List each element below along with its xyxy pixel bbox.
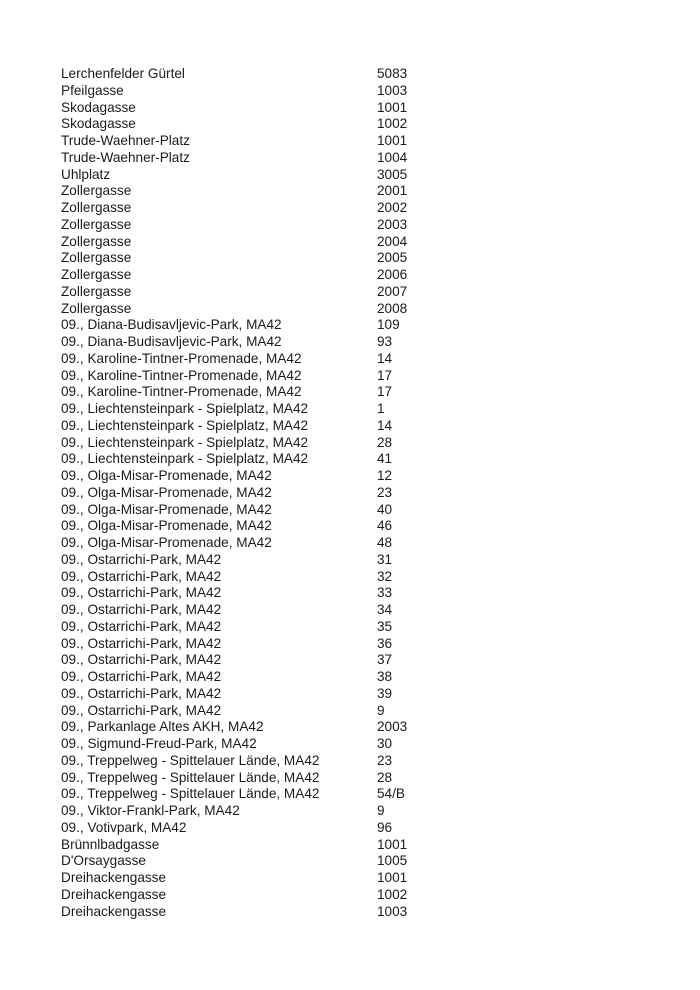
street-name-cell: 09., Diana-Budisavljevic-Park, MA42	[61, 317, 282, 333]
table-row	[61, 719, 700, 736]
number-cell: 2007	[377, 283, 408, 299]
table-row	[61, 83, 700, 100]
street-name-cell: 09., Ostarrichi-Park, MA42	[61, 568, 222, 584]
table-row	[61, 853, 700, 870]
number-cell: 1005	[377, 853, 408, 869]
number-cell: 2006	[377, 267, 408, 282]
street-number-list	[61, 66, 700, 920]
table-row	[61, 770, 700, 787]
street-name-cell: 09., Karoline-Tintner-Promenade, MA42	[61, 384, 302, 400]
table-row	[61, 451, 700, 468]
number-cell: 9	[377, 803, 385, 818]
number-cell: 30	[377, 736, 393, 751]
street-name-cell: 09., Ostarrichi-Park, MA42	[61, 551, 222, 567]
street-name-cell: 09., Ostarrichi-Park, MA42	[61, 602, 222, 617]
number-cell: 41	[377, 451, 393, 467]
table-row	[61, 485, 700, 502]
number-cell: 46	[377, 518, 393, 534]
street-name-cell: 09., Sigmund-Freud-Park, MA42	[61, 736, 257, 751]
street-name-cell: Zollergasse	[61, 233, 132, 249]
number-cell: 32	[377, 568, 393, 584]
number-cell: 23	[377, 752, 393, 768]
street-name-cell: 09., Olga-Misar-Promenade, MA42	[61, 518, 272, 534]
table-row	[61, 569, 700, 586]
number-cell: 36	[377, 635, 393, 651]
number-cell: 2008	[377, 300, 408, 316]
table-row	[61, 183, 700, 200]
table-row	[61, 401, 700, 418]
table-row	[61, 217, 700, 234]
street-name-cell: Zollergasse	[61, 300, 132, 316]
table-row	[61, 518, 700, 535]
table-row	[61, 669, 700, 686]
street-name-cell: 09., Viktor-Frankl-Park, MA42	[61, 803, 240, 818]
street-name-cell: 09., Treppelweg - Spittelauer Lände, MA42	[61, 752, 320, 768]
table-row	[61, 334, 700, 351]
table-row	[61, 535, 700, 552]
table-row	[61, 837, 700, 854]
table-row	[61, 585, 700, 602]
street-name-cell: 09., Liechtensteinpark - Spielplatz, MA42	[61, 451, 309, 467]
table-row	[61, 686, 700, 703]
number-cell: 1001	[377, 836, 408, 852]
number-cell: 2004	[377, 233, 408, 249]
street-name-cell: Brünnlbadgasse	[61, 836, 160, 852]
table-row	[61, 167, 700, 184]
street-name-cell: 09., Ostarrichi-Park, MA42	[61, 635, 222, 651]
number-cell: 2002	[377, 200, 408, 215]
table-row	[61, 150, 700, 167]
number-cell: 12	[377, 468, 393, 483]
street-name-cell: 09., Treppelweg - Spittelauer Lände, MA42	[61, 786, 320, 802]
table-row	[61, 418, 700, 435]
street-name-cell: 09., Olga-Misar-Promenade, MA42	[61, 535, 272, 550]
number-cell: 17	[377, 384, 393, 400]
number-cell: 40	[377, 501, 393, 517]
street-name-cell: 09., Liechtensteinpark - Spielplatz, MA42	[61, 434, 309, 450]
table-row	[61, 803, 700, 820]
table-row	[61, 736, 700, 753]
street-name-cell: Zollergasse	[61, 250, 132, 266]
table-row	[61, 435, 700, 452]
street-name-cell: Zollergasse	[61, 216, 132, 232]
street-name-cell: Lerchenfelder Gürtel	[61, 66, 185, 81]
number-cell: 28	[377, 769, 393, 785]
table-row	[61, 703, 700, 720]
street-name-cell: 09., Olga-Misar-Promenade, MA42	[61, 468, 272, 483]
street-name-cell: 09., Liechtensteinpark - Spielplatz, MA42	[61, 417, 309, 433]
number-cell: 93	[377, 334, 393, 349]
street-name-cell: 09., Liechtensteinpark - Spielplatz, MA42	[61, 401, 309, 416]
number-cell: 1	[377, 401, 385, 416]
street-name-cell: Trude-Waehner-Platz	[61, 133, 190, 148]
street-name-cell: 09., Olga-Misar-Promenade, MA42	[61, 484, 272, 500]
number-cell: 28	[377, 434, 393, 450]
table-row	[61, 116, 700, 133]
table-row	[61, 200, 700, 217]
number-cell: 33	[377, 585, 393, 601]
table-row	[61, 66, 700, 83]
table-row	[61, 468, 700, 485]
table-row	[61, 552, 700, 569]
number-cell: 1002	[377, 116, 408, 132]
street-name-cell: Dreihackengasse	[61, 886, 167, 902]
table-row	[61, 502, 700, 519]
number-cell: 5083	[377, 66, 408, 81]
table-row	[61, 619, 700, 636]
street-name-cell: 09., Votivpark, MA42	[61, 819, 187, 835]
number-cell: 35	[377, 618, 393, 634]
number-cell: 9	[377, 702, 385, 718]
number-cell: 54/B	[377, 786, 405, 802]
table-row	[61, 284, 700, 301]
street-name-cell: 09., Ostarrichi-Park, MA42	[61, 685, 222, 701]
table-row	[61, 904, 700, 921]
table-row	[61, 317, 700, 334]
number-cell: 1001	[377, 133, 408, 148]
number-cell: 1001	[377, 99, 408, 115]
street-name-cell: Zollergasse	[61, 267, 132, 282]
number-cell: 23	[377, 484, 393, 500]
street-name-cell: 09., Parkanlage Altes AKH, MA42	[61, 719, 264, 735]
table-row	[61, 636, 700, 653]
table-row	[61, 870, 700, 887]
number-cell: 2001	[377, 183, 408, 199]
number-cell: 1004	[377, 149, 408, 165]
number-cell: 3005	[377, 166, 408, 182]
street-name-cell: 09., Ostarrichi-Park, MA42	[61, 618, 222, 634]
table-row	[61, 267, 700, 284]
street-name-cell: 09., Ostarrichi-Park, MA42	[61, 652, 222, 668]
table-row	[61, 652, 700, 669]
number-cell: 39	[377, 685, 393, 701]
table-row	[61, 820, 700, 837]
street-name-cell: Zollergasse	[61, 183, 132, 199]
street-name-cell: Skodagasse	[61, 116, 136, 132]
number-cell: 1003	[377, 903, 408, 919]
number-cell: 1001	[377, 870, 408, 885]
street-name-cell: Zollergasse	[61, 200, 132, 215]
street-name-cell: 09., Ostarrichi-Park, MA42	[61, 669, 222, 684]
street-name-cell: 09., Karoline-Tintner-Promenade, MA42	[61, 367, 302, 383]
street-name-cell: Zollergasse	[61, 283, 132, 299]
number-cell: 109	[377, 317, 400, 333]
number-cell: 1003	[377, 82, 408, 98]
table-row	[61, 250, 700, 267]
number-cell: 14	[377, 350, 393, 366]
street-name-cell: Dreihackengasse	[61, 870, 167, 885]
number-cell: 31	[377, 551, 393, 567]
street-name-cell: D'Orsaygasse	[61, 853, 146, 869]
table-row	[61, 301, 700, 318]
number-cell: 48	[377, 535, 393, 550]
table-row	[61, 368, 700, 385]
street-name-cell: Pfeilgasse	[61, 82, 124, 98]
table-row	[61, 887, 700, 904]
number-cell: 14	[377, 417, 393, 433]
number-cell: 34	[377, 602, 393, 617]
table-row	[61, 133, 700, 150]
table-row	[61, 786, 700, 803]
number-cell: 2005	[377, 250, 408, 266]
street-name-cell: 09., Ostarrichi-Park, MA42	[61, 585, 222, 601]
street-name-cell: 09., Ostarrichi-Park, MA42	[61, 702, 222, 718]
number-cell: 96	[377, 819, 393, 835]
table-row	[61, 384, 700, 401]
number-cell: 37	[377, 652, 393, 668]
number-cell: 2003	[377, 719, 408, 735]
street-name-cell: 09., Olga-Misar-Promenade, MA42	[61, 501, 272, 517]
table-row	[61, 100, 700, 117]
street-name-cell: 09., Treppelweg - Spittelauer Lände, MA42	[61, 769, 320, 785]
table-row	[61, 753, 700, 770]
number-cell: 2003	[377, 216, 408, 232]
table-row	[61, 351, 700, 368]
table-row	[61, 602, 700, 619]
street-name-cell: Dreihackengasse	[61, 903, 167, 919]
street-name-cell: 09., Diana-Budisavljevic-Park, MA42	[61, 334, 282, 349]
table-row	[61, 234, 700, 251]
street-name-cell: Uhlplatz	[61, 166, 111, 182]
street-name-cell: 09., Karoline-Tintner-Promenade, MA42	[61, 350, 302, 366]
number-cell: 38	[377, 669, 393, 684]
number-cell: 17	[377, 367, 393, 383]
street-name-cell: Skodagasse	[61, 99, 136, 115]
number-cell: 1002	[377, 886, 408, 902]
street-name-cell: Trude-Waehner-Platz	[61, 149, 190, 165]
